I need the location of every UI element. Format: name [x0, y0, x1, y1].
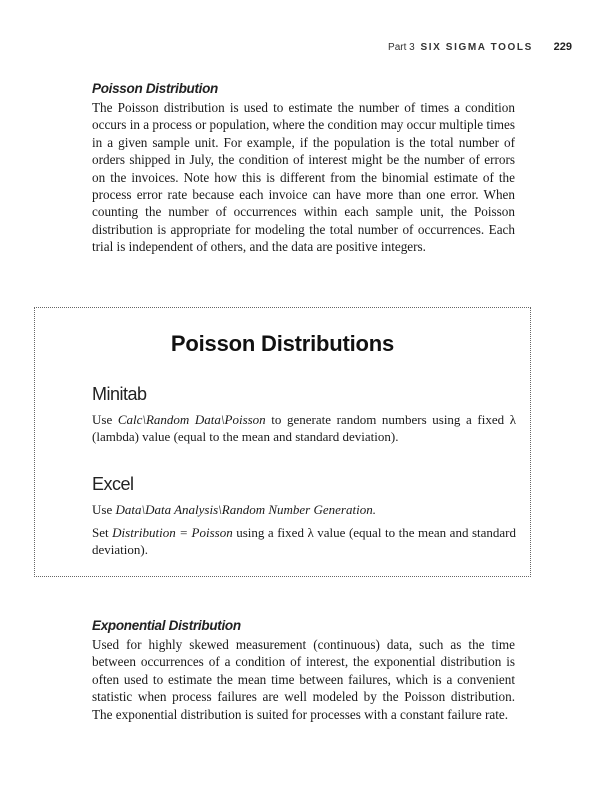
section-title: SIX SIGMA TOOLS [420, 42, 533, 53]
excel-setting-description: using a fixed λ value (equal to the mean and standard deviation). [92, 525, 517, 557]
exponential-distribution-section [92, 618, 515, 723]
excel-block [92, 474, 516, 564]
poisson-heading: Poisson Distribution [92, 81, 219, 96]
poisson-distributions-box [34, 307, 531, 577]
excel-instructions [92, 501, 516, 518]
minitab-block [92, 384, 516, 451]
minitab-use-word: Use [92, 412, 113, 427]
running-head [388, 41, 572, 53]
excel-setting [92, 524, 516, 558]
minitab-description: to generate random numbers using a fixed λ (lambda) value (equal to the mean and standard deviation). [92, 412, 516, 444]
page-number: 229 [553, 41, 572, 53]
exponential-heading: Exponential Distribution [92, 618, 241, 633]
poisson-distribution-section [92, 81, 515, 256]
excel-use-word: Use [92, 502, 113, 517]
minitab-menu-path: Calc\Random Data\Poisson [117, 412, 266, 427]
box-title: Poisson Distributions [170, 331, 395, 356]
excel-distribution-setting: Distribution = Poisson [112, 525, 233, 540]
excel-heading: Excel [92, 474, 134, 494]
excel-set-word: Set [92, 525, 109, 540]
minitab-instructions [92, 411, 516, 445]
poisson-body: The Poisson distribution is used to estimate the number of times a condition occurs in a process or population, where the condition may occur multiple times in a given sample unit. For example, if the population is the total number of orders shipped in July, the condition of interest might be the number of errors on the invoices. Note how this is different from the binomial estimate of the process error rate because each invoice can have more than one error. When counting the number of occurrences within each sample unit, the Poisson distribution is appropriate for modeling the total number of occurrences. Each trial is independent of others, and the data are positive integers. [92, 100, 515, 255]
excel-menu-path: Data\Data Analysis\Random Number Generation. [115, 502, 376, 517]
exponential-body: Used for highly skewed measurement (continuous) data, such as the time between occurrences of a condition of interest, the exponential distribution is often used to estimate the mean time between failures, which is a convenient statistic when process failures are well modeled by the Poisson distribution. The exponential distribution is suited for processes with a constant failure rate. [92, 637, 515, 722]
minitab-heading: Minitab [92, 384, 147, 404]
part-label: Part 3 [388, 42, 415, 53]
